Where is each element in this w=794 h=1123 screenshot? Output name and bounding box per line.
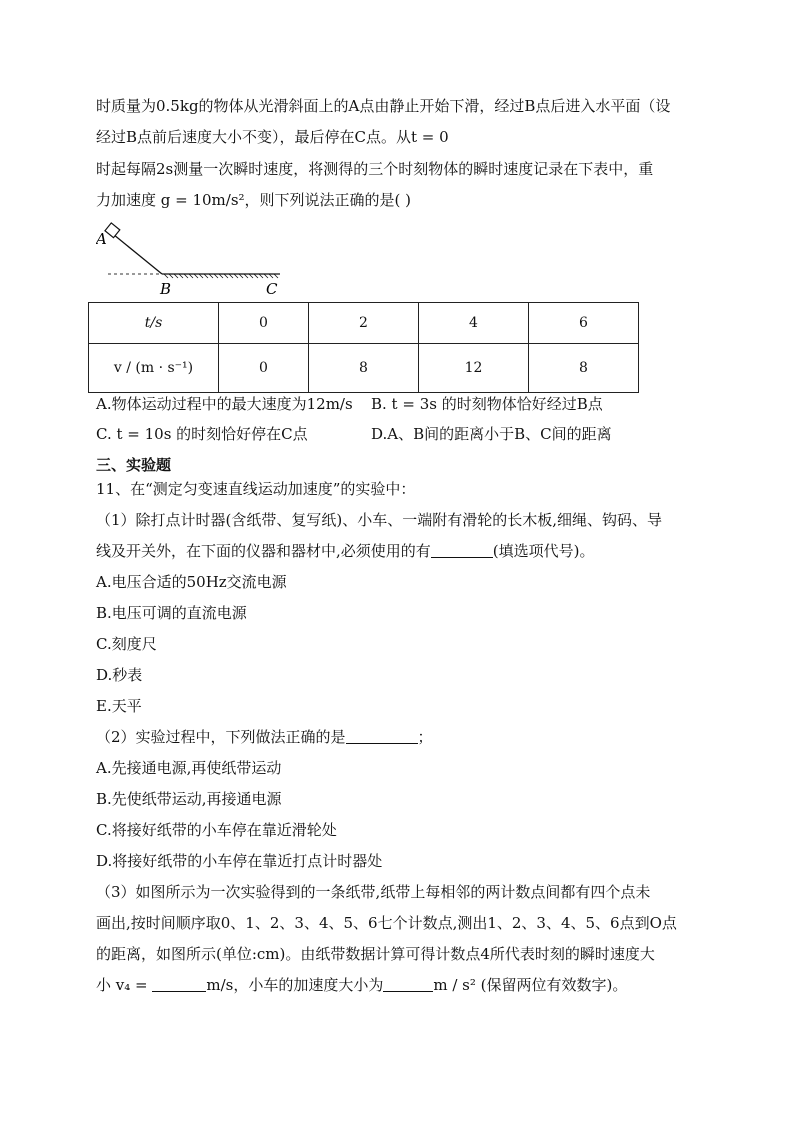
q10-option-c: C. t = 10s 的时刻恰好停在C点 [96,425,308,443]
q11-part2-text: （2）实验过程中，下列做法正确的是 [96,728,346,746]
label-a: A [96,230,107,248]
answer-blank-2[interactable] [346,729,418,744]
q11-part1-option-d: D.秒表 [96,666,143,684]
header-time: t/s [89,303,219,344]
q10-option-a: A.物体运动过程中的最大速度为12m/s [96,395,353,413]
answer-blank-4[interactable] [383,977,433,992]
time-cell: 0 [219,303,309,344]
q11-part3-end: m / s² (保留两位有效数字)。 [433,976,628,994]
q11-part1-text: 线及开关外，在下面的仪器和器材中,必须使用的有 [96,542,431,560]
q11-part1-option-b: B.电压可调的直流电源 [96,604,247,622]
answer-blank-3[interactable] [152,977,206,992]
q11-part1-option-c: C.刻度尺 [96,635,157,653]
block [105,223,120,238]
q11-part1-option-a: A.电压合适的50Hz交流电源 [96,573,287,591]
q11-part1-line2 [96,541,595,561]
q11-part1-option-e: E.天平 [96,697,142,715]
header-velocity: v / (m · s⁻¹) [89,344,219,393]
q11-part1-note: (填选项代号)。 [492,542,595,560]
q11-part2 [96,727,433,747]
q11-part3-line2: 画出,按时间顺序取0、1、2、3、4、5、6七个计数点,测出1、2、3、4、5、6点到O点 [96,914,677,932]
incline-diagram [96,222,296,298]
q11-part3-line1: （3）如图所示为一次实验得到的一条纸带,纸带上每相邻的两计数点间都有四个点未 [96,883,651,901]
table-row-time [89,303,639,344]
q10-line-3: 时起每隔2s测量一次瞬时速度，将测得的三个时刻物体的瞬时速度记录在下表中，重 [96,160,654,178]
velocity-cell: 8 [529,344,639,393]
q11-part3-line3: 的距离，如图所示(单位:cm)。由纸带数据计算可得计数点4所代表时刻的瞬时速度大 [96,945,655,963]
q11-part3-mid: m/s，小车的加速度大小为 [206,976,384,994]
label-c: C [266,280,278,298]
q10-option-d: D.A、B间的距离小于B、C间的距离 [371,425,612,443]
q11-part2-end: ； [417,728,433,746]
q11-part2-option-d: D.将接好纸带的小车停在靠近打点计时器处 [96,852,383,870]
q11-part2-option-b: B.先使纸带运动,再接通电源 [96,790,282,808]
velocity-cell: 8 [309,344,419,393]
q10-line-2: 经过B点前后速度大小不变），最后停在C点。从t = 0 [96,128,449,146]
q11-part3-line4 [96,975,627,995]
answer-blank-1[interactable] [431,543,493,558]
q11-part2-option-a: A.先接通电源,再使纸带运动 [96,759,282,777]
q10-option-b: B. t = 3s 的时刻物体恰好经过B点 [371,395,603,413]
time-cell: 4 [419,303,529,344]
velocity-cell: 12 [419,344,529,393]
q11-stem: 11、在“测定匀变速直线运动加速度”的实验中： [96,480,416,498]
velocity-table [88,302,639,393]
incline-surface [108,230,162,274]
label-b: B [160,280,172,298]
table-row-velocity [89,344,639,393]
q11-part2-option-c: C.将接好纸带的小车停在靠近滑轮处 [96,821,337,839]
q10-line-4: 力加速度 g = 10m/s²，则下列说法正确的是( ) [96,191,412,209]
velocity-cell: 0 [219,344,309,393]
time-cell: 6 [529,303,639,344]
q11-part3-v4: 小 v₄ = [96,976,153,994]
time-cell: 2 [309,303,419,344]
q10-line-1: 时质量为0.5kg的物体从光滑斜面上的A点由静止开始下滑，经过B点后进入水平面（设 [96,97,671,115]
q11-part1-line1: （1）除打点计时器(含纸带、复写纸)、小车、一端附有滑轮的长木板,细绳、钩码、导 [96,511,663,529]
section-title: 三、实验题 [96,456,172,474]
